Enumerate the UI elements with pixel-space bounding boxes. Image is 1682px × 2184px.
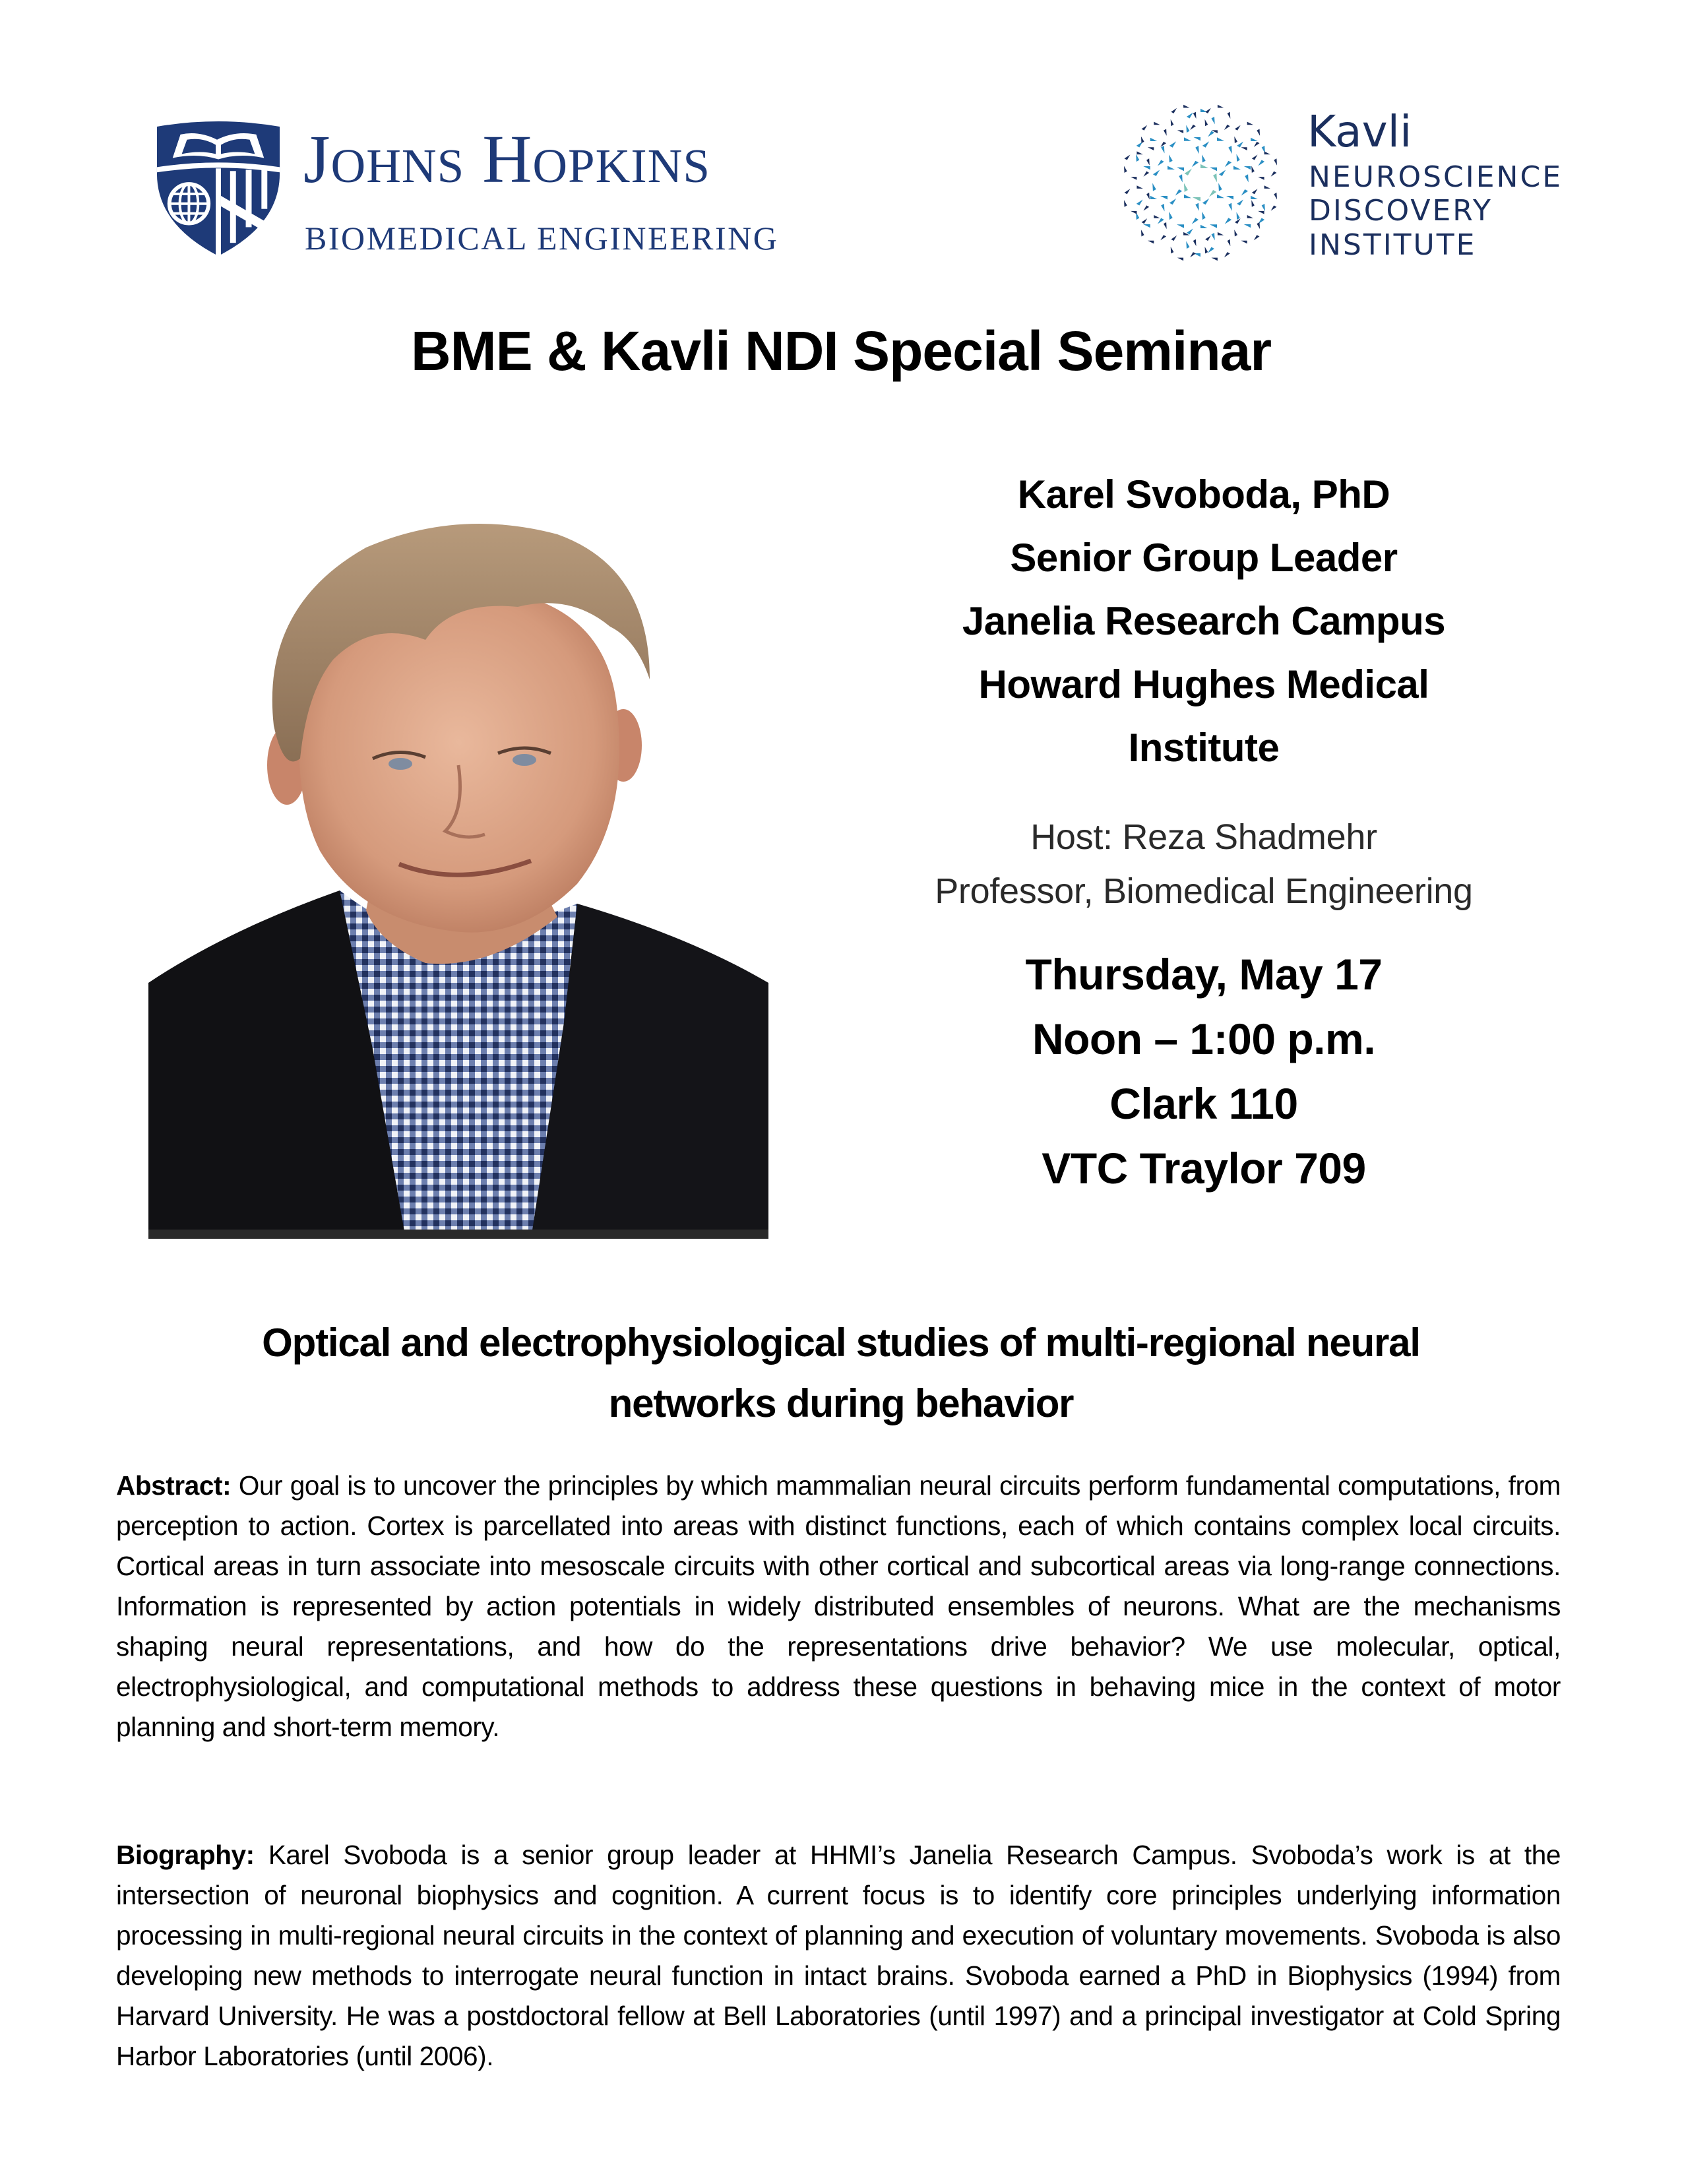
kavli-mark-petal <box>1228 112 1231 119</box>
event-details <box>844 942 1563 1201</box>
kavli-line-institute: INSTITUTE <box>1309 228 1477 262</box>
kavli-mark-petal <box>1217 195 1224 199</box>
kavli-mark-petal <box>1218 232 1224 235</box>
kavli-mark-petal <box>1202 199 1209 205</box>
kavli-mark-petal <box>1205 119 1208 126</box>
event-time: Noon – 1:00 p.m. <box>1032 1014 1376 1063</box>
kavli-mark-petal <box>1252 189 1258 194</box>
kavli-mark-petal <box>1185 169 1192 176</box>
kavli-mark-petal <box>1212 258 1218 261</box>
biography-label: Biography: <box>116 1840 255 1870</box>
kavli-mark-petal <box>1228 203 1232 211</box>
kavli-mark-petal <box>1161 204 1164 212</box>
kavli-mark-petal <box>1237 200 1243 206</box>
kavli-mark-petal <box>1257 129 1260 136</box>
kavli-mark-petal <box>1237 154 1240 162</box>
biography-paragraph <box>116 1835 1561 2076</box>
kavli-mark-petal <box>1193 197 1200 201</box>
kavli-mark-petal <box>1137 151 1142 154</box>
kavli-mark-petal <box>1252 155 1258 160</box>
kavli-mark-petal <box>1202 154 1206 162</box>
abstract-label: Abstract: <box>116 1470 232 1501</box>
host-name: Host: Reza Shadmehr <box>1030 817 1377 857</box>
talk-title-line-2: networks during behavior <box>608 1381 1074 1425</box>
kavli-mark-petal <box>1264 185 1270 189</box>
kavli-snowflake-icon <box>1121 102 1280 264</box>
kavli-mark-petal <box>1224 125 1230 130</box>
kavli-mark-petal <box>1217 137 1224 141</box>
kavli-mark-petal <box>1164 129 1167 136</box>
kavli-mark-petal <box>1234 137 1237 143</box>
kavli-mark-petal <box>1226 196 1233 200</box>
kavli-mark-petal <box>1143 224 1150 228</box>
kavli-mark-petal <box>1146 158 1150 165</box>
kavli-mark-petal <box>1144 205 1150 210</box>
kavli-mark-petal <box>1241 241 1247 244</box>
speaker-info <box>844 463 1563 1201</box>
kavli-mark-petal <box>1160 196 1168 200</box>
kavli-mark-petal <box>1187 229 1193 235</box>
kavli-mark-petal <box>1244 166 1251 170</box>
kavli-wordmark: Kavli <box>1307 106 1412 157</box>
kavli-mark-petal <box>1169 212 1173 220</box>
kavli-mark-petal <box>1184 183 1188 193</box>
abstract-text: Our goal is to uncover the principles by which mammalian neural circuits perform fundamental computations, from perception to action. Cortex is parcellated into areas with distinct functions, each of which contains complex local circuits. Cortical areas in turn associate into mesoscale circuits with other cortical and subcortical areas via long-range connections. Information is represented by action potentials in widely distributed ensembles of neurons. What are the mechanisms shaping neural representations, and how do the representations drive behavior? We use molecular, optical, electrophysiological, and computational methods to address these questions in behaving mice in the context of motor planning and short-term memory. <box>116 1470 1561 1742</box>
kavli-mark-petal <box>1218 183 1222 191</box>
kavli-mark-petal <box>1218 105 1224 108</box>
kavli-mark-petal <box>1271 172 1277 177</box>
kavli-mark-petal <box>1245 174 1249 182</box>
event-date: Thursday, May 17 <box>1025 950 1383 999</box>
kavli-mark-petal <box>1235 125 1241 131</box>
kavli-mark-petal <box>1254 235 1260 240</box>
kavli-mark-petal <box>1187 113 1193 119</box>
kavli-mark-petal <box>1141 230 1144 236</box>
abstract-paragraph <box>116 1466 1561 1747</box>
kavli-mark-petal <box>1262 204 1265 212</box>
kavli-mark-petal <box>1186 241 1189 249</box>
kavli-line-discovery: DISCOVERY <box>1309 194 1493 228</box>
kavli-mark-petal <box>1202 141 1209 148</box>
kavli-mark-petal <box>1200 225 1208 228</box>
kavli-mark-petal <box>1175 189 1182 196</box>
kavli-mark-petal <box>1194 137 1201 140</box>
kavli-mark-petal <box>1237 212 1240 220</box>
kavli-mark-petal <box>1179 174 1183 182</box>
kavli-ndi-logo <box>1121 102 1563 264</box>
kavli-mark-petal <box>1224 252 1230 257</box>
kavli-mark-petal <box>1158 218 1164 224</box>
kavli-mark-petal <box>1141 137 1144 143</box>
kavli-line-neuroscience: NEUROSCIENCE <box>1309 160 1563 194</box>
host-title: Professor, Biomedical Engineering <box>935 871 1473 911</box>
kavli-mark-petal <box>1219 170 1226 177</box>
kavli-mark-petal <box>1193 112 1197 119</box>
speaker-position: Senior Group Leader <box>1010 536 1398 580</box>
biography-text: Karel Svoboda is a senior group leader at HHMI’s Janelia Research Campus. Svoboda’s work is at the intersection of neuronal biophysics and cognition. A current focus is to identify core principles underlying information processing in multi-regional neural circuits in the context of planning and execution of voluntary movements. Svoboda is also developing new methods to interrogate neural function in intact brains. Svoboda earned a PhD in Biophysics (1994) from Harvard University. He was a postdoctoral fellow at Bell Laboratories (until 1997) and a principal investigator at Cold Spring Harbor Laboratories (until 2006). <box>116 1840 1561 2071</box>
kavli-mark-petal <box>1154 215 1160 218</box>
speaker-affiliation-2: Howard Hughes Medical <box>978 662 1429 706</box>
kavli-mark-petal <box>1177 130 1183 133</box>
kavli-mark-petal <box>1184 137 1191 141</box>
speaker-affiliation-3: Institute <box>1128 726 1280 770</box>
seminar-title: BME & Kavli NDI Special Seminar <box>410 320 1272 382</box>
kavli-mark-petal <box>1125 189 1131 194</box>
talk-title <box>119 1313 1563 1434</box>
kavli-mark-petal <box>1200 164 1208 168</box>
host-block <box>844 810 1563 918</box>
kavli-mark-petal <box>1124 166 1127 173</box>
kavli-mark-petal <box>1131 211 1137 214</box>
kavli-mark-petal <box>1152 183 1156 191</box>
kavli-mark-petal <box>1212 233 1215 241</box>
kavli-mark-petal <box>1258 177 1264 180</box>
kavli-mark-petal <box>1137 185 1142 189</box>
kavli-mark-petal <box>1171 119 1174 126</box>
kavli-mark-petal <box>1154 122 1160 125</box>
kavli-mark-petal <box>1195 146 1199 154</box>
kavli-mark-petal <box>1247 122 1253 125</box>
jhu-shield-icon <box>153 120 284 257</box>
kavli-mark-petal <box>1258 160 1264 166</box>
kavli-mark-petal <box>1251 196 1258 199</box>
kavli-mark-petal <box>1212 117 1215 125</box>
kavli-mark-petal <box>1177 168 1184 172</box>
kavli-mark-petal <box>1258 211 1264 214</box>
kavli-mark-petal <box>1209 190 1216 197</box>
speaker-name: Karel Svoboda, PhD <box>1017 472 1390 516</box>
kavli-mark-petal <box>1184 195 1191 199</box>
kavli-mark-petal <box>1233 166 1241 170</box>
jhu-bme-logo <box>150 117 876 259</box>
kavli-mark-petal <box>1158 160 1164 166</box>
kavli-mark-petal <box>1177 258 1183 261</box>
kavli-mark-petal <box>1251 138 1258 141</box>
kavli-mark-petal <box>1205 247 1208 253</box>
kavli-mark-petal <box>1171 108 1177 113</box>
kavli-mark-petal <box>1228 146 1232 154</box>
kavli-mark-petal <box>1190 125 1196 130</box>
kavli-mark-petal <box>1251 166 1255 173</box>
kavli-mark-petal <box>1210 224 1217 228</box>
kavli-mark-petal <box>1274 158 1277 165</box>
kavli-mark-petal <box>1171 247 1174 253</box>
kavli-mark-petal <box>1254 142 1260 147</box>
kavli-mark-petal <box>1234 230 1237 236</box>
kavli-mark-petal <box>1144 172 1150 177</box>
kavli-mark-petal <box>1247 215 1253 218</box>
kavli-mark-petal <box>1244 224 1251 228</box>
kavli-mark-petal <box>1205 235 1211 241</box>
kavli-mark-petal <box>1142 218 1148 224</box>
kavli-mark-petal <box>1131 177 1137 180</box>
kavli-mark-petal <box>1125 155 1131 160</box>
kavli-mark-petal <box>1257 222 1260 229</box>
event-location: Clark 110 <box>1109 1079 1298 1128</box>
kavli-mark-petal <box>1208 247 1214 253</box>
kavli-mark-petal <box>1237 142 1243 148</box>
kavli-mark-petal <box>1169 154 1173 162</box>
kavli-mark-petal <box>1143 166 1150 170</box>
kavli-mark-petal <box>1264 151 1270 154</box>
kavli-mark-petal <box>1228 239 1231 246</box>
kavli-mark-petal <box>1195 203 1199 211</box>
event-vtc-location: VTC Traylor 709 <box>1042 1144 1366 1193</box>
kavli-mark-petal <box>1161 146 1164 154</box>
kavli-mark-petal <box>1225 161 1231 168</box>
speaker-portrait-image <box>148 508 768 1239</box>
speaker-affiliation-1: Janelia Research Campus <box>962 599 1446 643</box>
kavli-mark-petal <box>1213 173 1217 183</box>
kavli-mark-petal <box>1160 235 1166 240</box>
kavli-mark-petal <box>1168 166 1175 170</box>
kavli-mark-petal <box>1193 239 1197 246</box>
kavli-mark-petal <box>1169 199 1176 205</box>
kavli-mark-petal <box>1225 218 1231 224</box>
kavli-mark-petal <box>1169 141 1176 148</box>
kavli-mark-petal <box>1150 138 1157 141</box>
kavli-mark-petal <box>1171 235 1177 241</box>
kavli-mark-petal <box>1271 205 1277 210</box>
kavli-mark-petal <box>1190 252 1196 257</box>
kavli-mark-petal <box>1150 196 1157 199</box>
kavli-mark-petal <box>1210 168 1217 172</box>
kavli-mark-petal <box>1274 193 1277 200</box>
kavli-mark-petal <box>1137 200 1143 206</box>
kavli-mark-petal <box>1251 200 1255 206</box>
kavli-mark-petal <box>1142 125 1148 131</box>
kavli-mark-petal <box>1192 218 1199 224</box>
kavli-mark-petal <box>1124 200 1127 206</box>
kavli-mark-petal <box>1186 125 1189 133</box>
kavli-mark-petal <box>1208 131 1214 137</box>
kavli-mark-petal <box>1202 212 1206 220</box>
kavli-mark-petal <box>1136 154 1139 162</box>
speaker-photo <box>148 508 768 1239</box>
kavli-mark-petal <box>1148 147 1154 150</box>
kavli-mark-petal <box>1177 224 1184 228</box>
kavli-mark-petal <box>1183 105 1189 108</box>
kavli-mark-petal <box>1241 147 1247 150</box>
kavli-mark-petal <box>1205 108 1211 113</box>
kavli-mark-petal <box>1192 161 1199 168</box>
talk-title-line-1: Optical and electrophysiological studies of multi-regional neural <box>262 1321 1420 1365</box>
kavli-mark-petal <box>1241 189 1248 196</box>
kavli-mark-petal <box>1146 193 1150 200</box>
kavli-mark-petal <box>1164 222 1167 229</box>
jhu-department-name: BIOMEDICAL ENGINEERING <box>305 220 779 257</box>
kavli-mark-petal <box>1148 241 1154 244</box>
kavli-mark-petal <box>1153 170 1160 177</box>
jhu-wordmark: Johns Hopkins <box>303 121 710 197</box>
